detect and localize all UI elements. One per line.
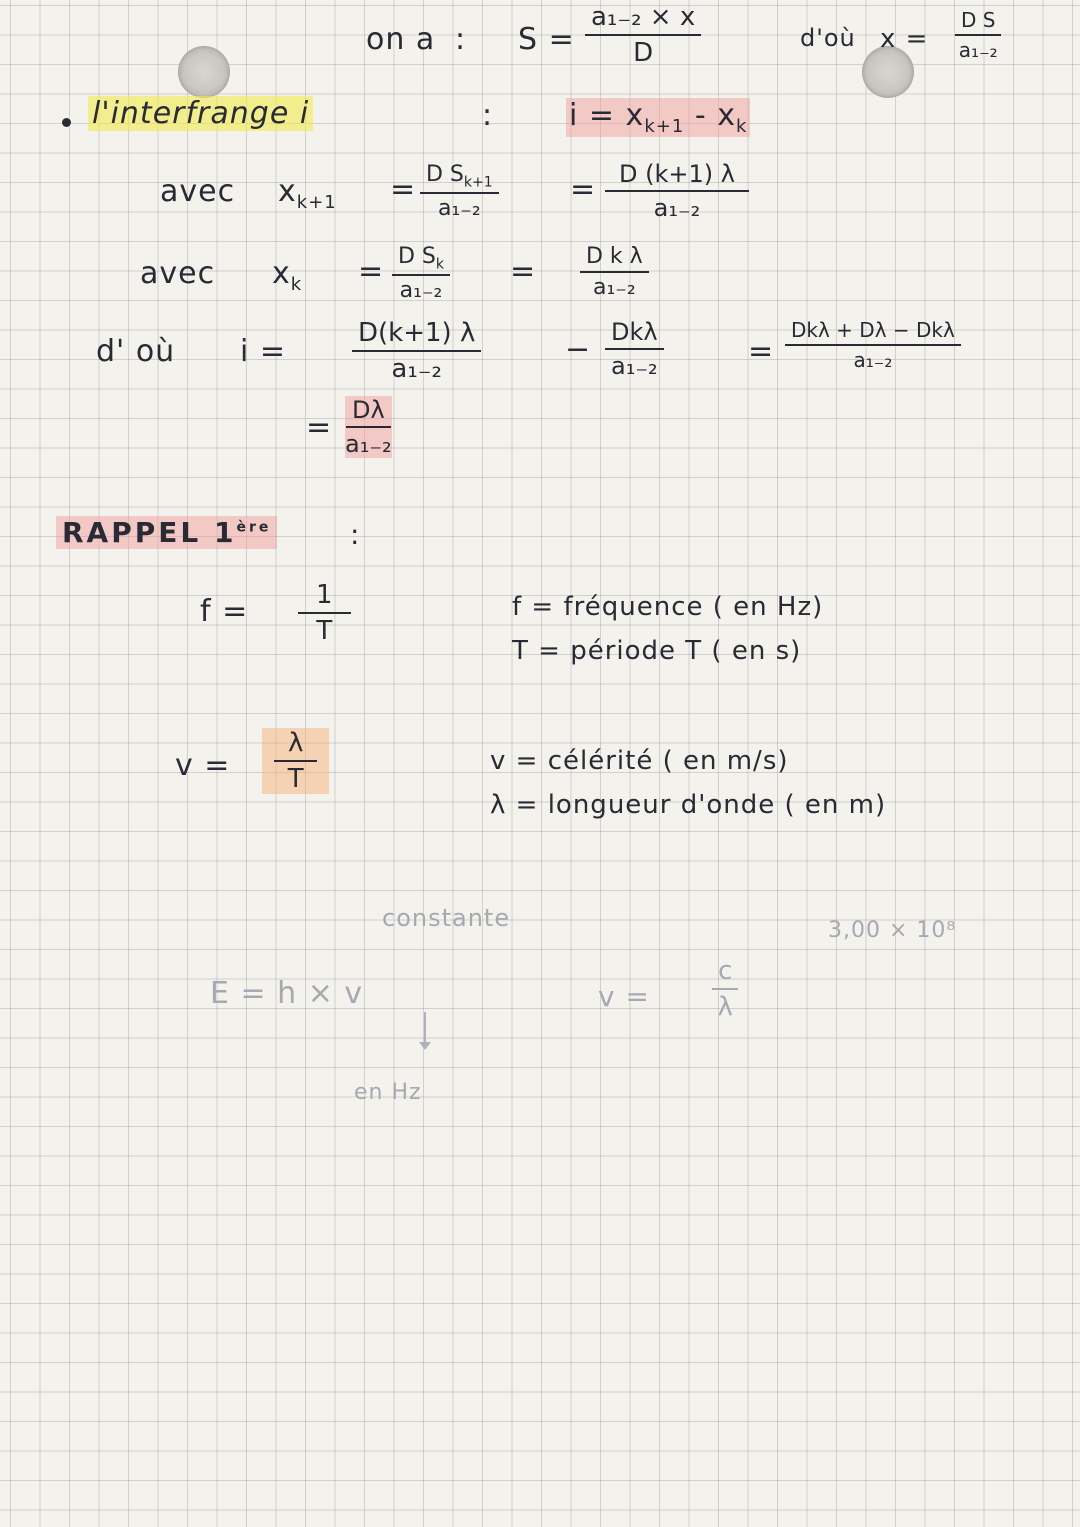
freq-lhs: f = <box>200 594 249 629</box>
xk1-eq1: = <box>390 172 417 207</box>
note-en-hz: en Hz <box>354 1080 422 1105</box>
freq-def-t: T = période T ( en s) <box>512 636 802 666</box>
xk1-fraction-2 <box>605 160 749 222</box>
rappel-colon: : <box>350 518 361 551</box>
speed-den: T <box>287 764 304 794</box>
s-numerator: a₁₋₂ × x <box>585 2 701 36</box>
i-equals: i = <box>240 334 287 369</box>
result-fraction <box>345 396 392 458</box>
xk1-lhs <box>278 174 337 213</box>
punch-hole-left <box>178 46 230 98</box>
xk1-fraction-1 <box>420 162 499 221</box>
xk1-x: x <box>278 174 297 209</box>
arrow-down-icon <box>424 1012 426 1048</box>
i-eq: = <box>748 334 775 369</box>
result-num: Dλ <box>346 396 391 428</box>
s-fraction <box>585 2 701 68</box>
freq-fraction <box>298 580 351 646</box>
xk-x: x <box>272 256 291 291</box>
xk-eq2: = <box>510 254 537 289</box>
s-denominator: D <box>633 38 654 68</box>
formula-sub-k1: k+1 <box>644 116 685 137</box>
speed-def-v: v = célérité ( en m/s) <box>490 746 789 776</box>
bullet-point <box>62 118 71 127</box>
energy-formula: E = h × v <box>210 976 364 1011</box>
xk-f1-num-sub: k <box>435 256 445 273</box>
x-denominator: a₁₋₂ <box>958 38 998 62</box>
interfrange-label: l'interfrange i <box>88 96 313 131</box>
xk-f2-num: D k λ <box>580 244 649 273</box>
formula-sub-k: k <box>735 116 748 137</box>
xk-f1-den: a₁₋₂ <box>399 278 443 304</box>
xk1-eq2: = <box>570 172 597 207</box>
speed-num: λ <box>274 728 317 762</box>
xk1-f1-num-sub: k+1 <box>463 174 493 191</box>
v-c-fraction <box>712 956 738 1022</box>
on-a-text: on a <box>366 22 436 57</box>
formula-i-xk1: i = x <box>569 98 645 133</box>
speed-def-lambda: λ = longueur d'onde ( en m) <box>490 790 887 820</box>
x-numerator: D S <box>955 8 1001 36</box>
xk1-sub: k+1 <box>296 192 337 213</box>
xk1-f2-den: a₁₋₂ <box>653 194 701 222</box>
x-equals: x = <box>880 24 929 54</box>
i-f2-num: Dkλ <box>605 318 664 350</box>
i-minus: − <box>565 332 592 367</box>
xk1-f1-num <box>420 162 499 194</box>
interfrange-formula <box>566 98 750 137</box>
dou-text: d' où <box>96 334 176 369</box>
speed-lhs: v = <box>175 748 231 783</box>
rappel-title-sup: ère <box>236 519 272 536</box>
formula-minus-xk: - x <box>694 98 736 133</box>
speed-fraction <box>262 728 329 794</box>
i-f2-den: a₁₋₂ <box>610 352 658 380</box>
xk-eq1: = <box>358 254 385 289</box>
xk-f1-num-text: D S <box>398 244 436 269</box>
note-constante: constante <box>382 904 511 932</box>
xk-fraction-1 <box>392 244 450 303</box>
v-c-num: c <box>712 956 738 990</box>
interfrange-colon: : <box>482 98 494 133</box>
xk1-f2-num: D (k+1) λ <box>605 160 749 192</box>
result-eq: = <box>306 410 333 445</box>
avec-text-1: avec <box>160 174 236 209</box>
xk-sub: k <box>290 274 303 295</box>
v-c-lhs: v = <box>598 980 650 1013</box>
rappel-title-text: RAPPEL 1 <box>62 516 237 549</box>
freq-def-f: f = fréquence ( en Hz) <box>512 592 824 622</box>
rappel-title <box>56 516 277 549</box>
i-f3-num: Dkλ + Dλ − Dkλ <box>785 318 961 346</box>
i-f3-den: a₁₋₂ <box>853 348 893 372</box>
avec-text-2: avec <box>140 256 216 291</box>
i-f1-num: D(k+1) λ <box>352 318 481 352</box>
xk1-f1-num-text: D S <box>426 162 464 187</box>
xk1-f1-den: a₁₋₂ <box>437 196 481 222</box>
top-colon: : <box>455 22 467 57</box>
dou-text-top: d'où <box>800 24 856 52</box>
i-f1-den: a₁₋₂ <box>391 354 442 384</box>
xk-fraction-2 <box>580 244 649 300</box>
freq-den: T <box>316 616 333 646</box>
x-fraction <box>955 8 1001 62</box>
freq-num: 1 <box>298 580 351 614</box>
i-fraction-1 <box>352 318 481 384</box>
i-fraction-3 <box>785 318 961 372</box>
xk-f2-den: a₁₋₂ <box>592 275 636 300</box>
i-fraction-2 <box>605 318 664 380</box>
xk-f1-num <box>392 244 450 276</box>
xk-lhs <box>272 256 302 295</box>
note-c-value: 3,00 × 10⁸ <box>828 918 957 943</box>
s-equals: S = <box>518 22 575 57</box>
result-den: a₁₋₂ <box>345 430 392 458</box>
v-c-den: λ <box>717 992 733 1022</box>
